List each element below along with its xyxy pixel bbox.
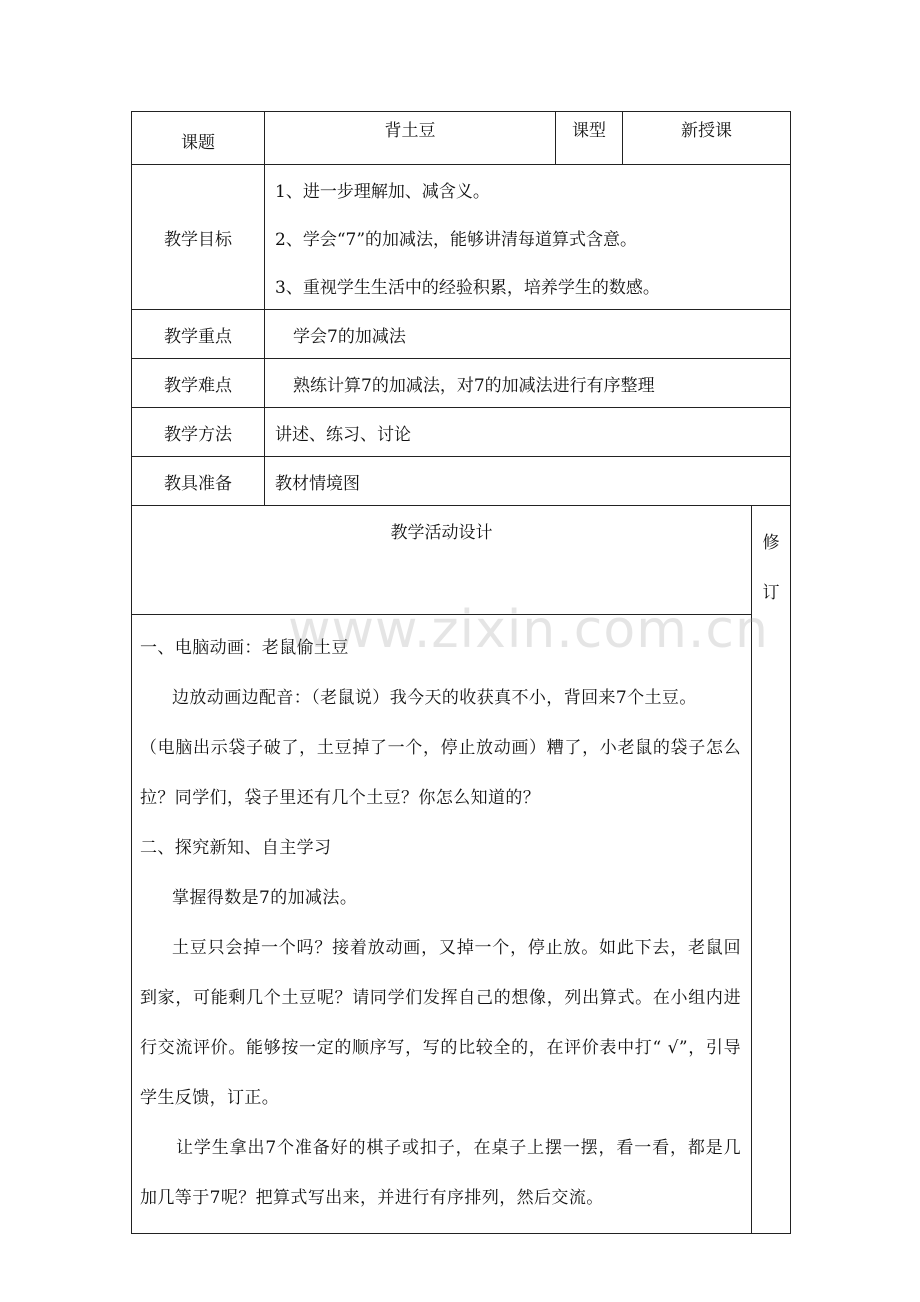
goal-item: 3、重视学生生活中的经验积累，培养学生的数感。 (275, 278, 660, 298)
activity-paragraph: 土豆只会掉一个吗？接着放动画，又掉一个，停止放。如此下去，老鼠回到家，可能剩几个土豆呢？请同学们发挥自己的想像，列出算式。在小组内进行交流评价。能够按一定的顺序写，写的比较全的，在评价表中打“ √”，引导学生反馈，订正。 (140, 938, 741, 1108)
topic-value: 背土豆 (265, 112, 556, 165)
topic-label: 课题 (132, 112, 265, 165)
lesson-plan-table (131, 111, 791, 1234)
key-points-row (132, 310, 791, 359)
revise-char: 修 (762, 533, 780, 553)
tools-label: 教具准备 (132, 457, 265, 506)
goals-row (132, 165, 791, 310)
activity-paragraph: 二、探究新知、自主学习 (140, 838, 332, 858)
tools-value: 教材情境图 (265, 457, 791, 506)
key-points-label: 教学重点 (132, 310, 265, 359)
difficulties-value: 熟练计算7的加减法，对7的加减法进行有序整理 (265, 359, 791, 408)
key-points-value: 学会7的加减法 (265, 310, 791, 359)
watermark: www.zixin.com.cn (288, 600, 769, 660)
type-label: 课型 (556, 112, 623, 165)
activity-content-row (132, 615, 791, 1234)
activity-paragraph: 一、电脑动画：老鼠偷土豆 (140, 638, 349, 658)
revise-char: 订 (762, 583, 780, 603)
methods-value: 讲述、练习、讨论 (265, 408, 791, 457)
difficulties-label: 教学难点 (132, 359, 265, 408)
goals-list (265, 165, 791, 310)
activity-paragraph: 掌握得数是7的加减法。 (172, 888, 358, 908)
goal-item: 1、进一步理解加、减含义。 (275, 182, 490, 202)
topic-row (132, 112, 791, 165)
activity-header: 教学活动设计 (132, 506, 752, 615)
activity-content (132, 615, 752, 1234)
goals-label: 教学目标 (132, 165, 265, 310)
methods-label: 教学方法 (132, 408, 265, 457)
methods-row (132, 408, 791, 457)
activity-paragraph: （电脑出示袋子破了，土豆掉了一个，停止放动画）糟了，小老鼠的袋子怎么拉？同学们，袋子里还有几个土豆？你怎么知道的？ (140, 738, 741, 808)
activity-header-row (132, 506, 791, 615)
activity-paragraph: 边放动画边配音：（老鼠说）我今天的收获真不小，背回来7个土豆。 (172, 688, 697, 708)
type-value: 新授课 (623, 112, 791, 165)
goal-item: 2、学会“7”的加减法，能够讲清每道算式含意。 (275, 230, 638, 250)
difficulties-row (132, 359, 791, 408)
activity-paragraph: 让学生拿出7个准备好的棋子或扣子，在桌子上摆一摆，看一看，都是几加几等于7呢？把算式写出来，并进行有序排列，然后交流。 (140, 1138, 741, 1208)
tools-row (132, 457, 791, 506)
revision-column (752, 506, 791, 1234)
